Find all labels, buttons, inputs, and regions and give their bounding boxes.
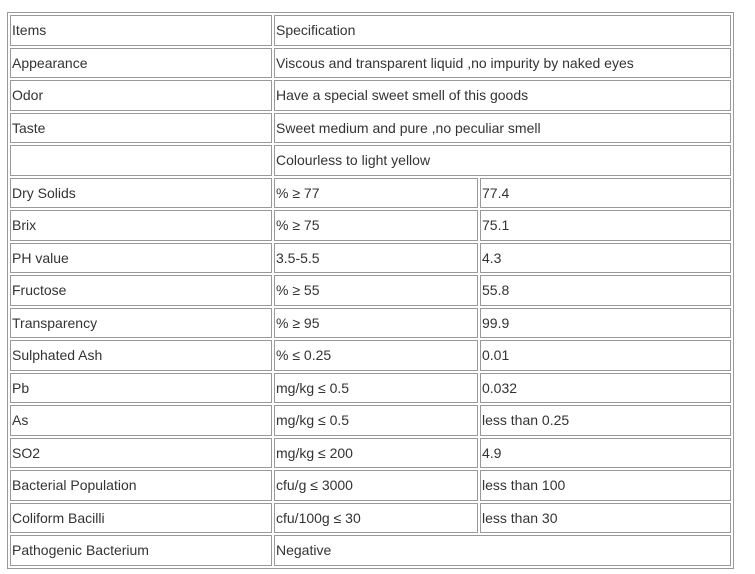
result-cell: less than 30	[480, 503, 731, 534]
spec-cell: Negative	[274, 535, 731, 566]
specification-table	[7, 12, 734, 569]
item-cell: Appearance	[10, 48, 272, 79]
header-specification: Specification	[274, 15, 731, 46]
table-row-dry-solids	[10, 178, 731, 209]
item-cell: SO2	[10, 438, 272, 469]
spec-cell: % ≥ 75	[274, 210, 478, 241]
spec-cell: % ≤ 0.25	[274, 340, 478, 371]
table-row-appearance	[10, 48, 731, 79]
header-items: Items	[10, 15, 272, 46]
spec-cell: 3.5-5.5	[274, 243, 478, 274]
result-cell: 77.4	[480, 178, 731, 209]
item-cell: Fructose	[10, 275, 272, 306]
table-row-odor	[10, 80, 731, 111]
table-header-row	[10, 15, 731, 46]
table-row-so2	[10, 438, 731, 469]
spec-cell: cfu/g ≤ 3000	[274, 470, 478, 501]
table-row-coliform-bacilli	[10, 503, 731, 534]
item-cell: PH value	[10, 243, 272, 274]
item-cell: Coliform Bacilli	[10, 503, 272, 534]
result-cell: 4.9	[480, 438, 731, 469]
spec-cell: % ≥ 77	[274, 178, 478, 209]
spec-cell: % ≥ 55	[274, 275, 478, 306]
item-cell: Taste	[10, 113, 272, 144]
item-cell: Sulphated Ash	[10, 340, 272, 371]
result-cell: 55.8	[480, 275, 731, 306]
table-row-pathogenic-bacterium	[10, 535, 731, 566]
table-row-ph-value	[10, 243, 731, 274]
result-cell: 4.3	[480, 243, 731, 274]
table-row-colour	[10, 145, 731, 176]
table-row-taste	[10, 113, 731, 144]
spec-cell: Colourless to light yellow	[274, 145, 731, 176]
item-cell: Pb	[10, 373, 272, 404]
item-cell: As	[10, 405, 272, 436]
result-cell: less than 0.25	[480, 405, 731, 436]
spec-cell: mg/kg ≤ 200	[274, 438, 478, 469]
result-cell: less than 100	[480, 470, 731, 501]
item-cell: Transparency	[10, 308, 272, 339]
spec-cell: mg/kg ≤ 0.5	[274, 405, 478, 436]
result-cell: 99.9	[480, 308, 731, 339]
table-row-bacterial-population	[10, 470, 731, 501]
spec-cell: Have a special sweet smell of this goods	[274, 80, 731, 111]
spec-cell: Sweet medium and pure ,no peculiar smell	[274, 113, 731, 144]
item-cell: Pathogenic Bacterium	[10, 535, 272, 566]
spec-cell: Viscous and transparent liquid ,no impurity by naked eyes	[274, 48, 731, 79]
result-cell: 0.01	[480, 340, 731, 371]
item-cell: Dry Solids	[10, 178, 272, 209]
spec-cell: mg/kg ≤ 0.5	[274, 373, 478, 404]
table-row-brix	[10, 210, 731, 241]
table-row-pb	[10, 373, 731, 404]
table-row-sulphated-ash	[10, 340, 731, 371]
table-row-fructose	[10, 275, 731, 306]
spec-cell: % ≥ 95	[274, 308, 478, 339]
spec-cell: cfu/100g ≤ 30	[274, 503, 478, 534]
table-row-as	[10, 405, 731, 436]
table-row-transparency	[10, 308, 731, 339]
item-cell: Odor	[10, 80, 272, 111]
result-cell: 0.032	[480, 373, 731, 404]
item-cell: Bacterial Population	[10, 470, 272, 501]
result-cell: 75.1	[480, 210, 731, 241]
item-cell	[10, 145, 272, 176]
item-cell: Brix	[10, 210, 272, 241]
